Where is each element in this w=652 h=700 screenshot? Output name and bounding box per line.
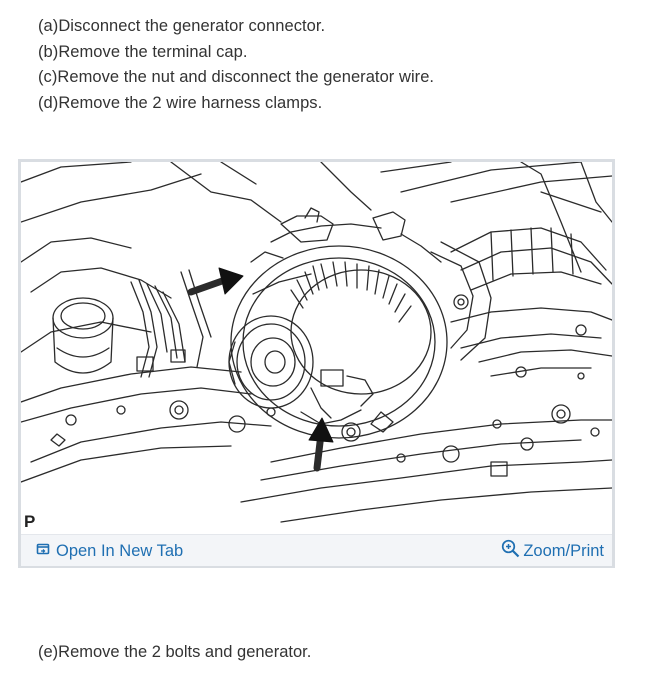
zoom-print-label: Zoom/Print [523, 541, 604, 560]
open-in-new-tab-link[interactable] [36, 540, 183, 562]
procedure-steps [38, 14, 434, 116]
step-c: (c)Remove the nut and disconnect the generator wire. [38, 68, 435, 86]
step-b: (b)Remove the terminal cap. [38, 42, 248, 61]
zoom-in-icon [501, 539, 520, 563]
figure-toolbar [21, 534, 612, 566]
step-d: (d)Remove the 2 wire harness clamps. [38, 93, 323, 112]
figure-code-label: P [24, 512, 36, 531]
open-in-new-tab-label: Open In New Tab [56, 541, 184, 560]
step-e: (e)Remove the 2 bolts and generator. [38, 643, 312, 661]
illustration-card [18, 159, 615, 568]
generator-illustration[interactable] [21, 162, 612, 533]
zoom-print-link[interactable] [501, 540, 604, 562]
open-in-new-tab-icon [36, 542, 50, 561]
step-a: (a)Disconnect the generator connector. [38, 17, 326, 35]
